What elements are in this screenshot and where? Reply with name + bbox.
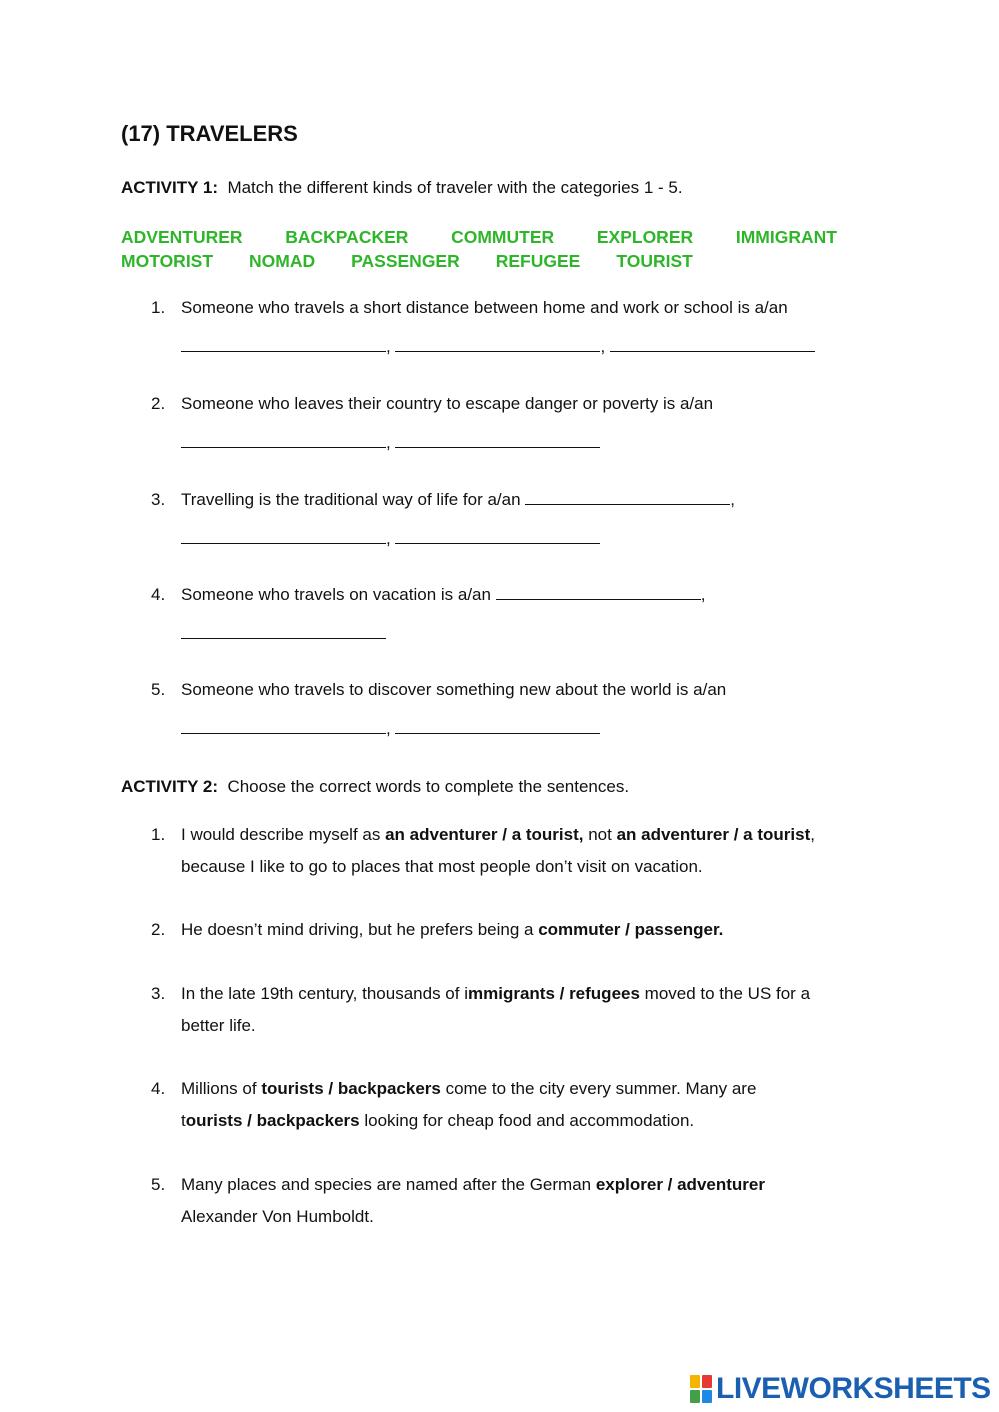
word-bank-item: EXPLORER [596,227,694,247]
activity1-question-1: 1. Someone who travels a short distance between home and work or school is a/an , , [151,292,871,363]
logo-text: LIVEWORKSHEETS [716,1372,991,1405]
word-choice[interactable]: commuter / passenger. [538,920,724,939]
word-bank-item: IMMIGRANT [735,227,837,247]
question-number: 1. [151,825,166,844]
sentence-text: come to the city every summer. Many are [440,1079,757,1098]
question-number: 4. [151,585,166,604]
activity1-heading [121,178,683,198]
activity2-label: ACTIVITY 2: [121,777,218,796]
sentence-text: moved to the US for a [639,984,811,1003]
sentence-text: because I like to go to places that most people don’t visit on vacation. [181,857,703,876]
sentence-text: not [583,825,617,844]
word-choice[interactable]: an adventurer / a tourist, [385,825,584,844]
question-number: 1. [151,298,166,317]
activity2-question-2 [151,914,871,946]
question-text: Travelling is the traditional way of life for a/an [181,490,521,509]
sentence-text: , [810,825,815,844]
question-number: 2. [151,920,166,939]
activity2-question-3 [151,978,871,1042]
question-number: 5. [151,1175,166,1194]
word-choice[interactable]: ourists / backpackers [185,1111,360,1130]
activity1-question-2: 2. Someone who leaves their country to escape danger or poverty is a/an , [151,388,871,459]
word-bank-row-2 [121,251,693,272]
question-number: 2. [151,394,166,413]
sentence-text: He doesn’t mind driving, but he prefers being a [181,920,539,939]
word-bank-item: BACKPACKER [285,227,409,247]
answer-blank[interactable] [610,334,815,352]
sentence-text: looking for cheap food and accommodation. [359,1111,695,1130]
question-text: Someone who travels on vacation is a/an [181,585,491,604]
activity2-question-4 [151,1073,871,1137]
word-bank-item: MOTORIST [121,251,214,271]
word-choice[interactable]: explorer / adventurer [595,1175,765,1194]
question-number: 5. [151,680,166,699]
answer-blank[interactable] [181,526,386,544]
activity2-question-5 [151,1169,871,1233]
question-number: 3. [151,490,166,509]
answer-blank[interactable] [525,487,730,505]
answer-blank[interactable] [395,526,600,544]
sentence-text: better life. [181,1016,256,1035]
liveworksheets-logo [690,1372,991,1406]
activity2-question-1 [151,819,871,883]
question-text: Someone who travels a short distance between home and work or school is a/an [181,298,788,317]
question-text: Someone who leaves their country to escape danger or poverty is a/an [181,394,714,413]
answer-blank[interactable] [181,716,386,734]
answer-blank[interactable] [181,334,386,352]
word-bank-item: REFUGEE [495,251,581,271]
activity1-question-4: 4. Someone who travels on vacation is a/an , [151,579,871,650]
sentence-text: In the late 19th century, thousands of i [181,984,468,1003]
activity1-question-5: 5. Someone who travels to discover something new about the world is a/an , [151,674,871,745]
word-bank-item: ADVENTURER [121,227,243,247]
answer-blank[interactable] [181,430,386,448]
activity1-instruction: Match the different kinds of traveler with the categories 1 - 5. [227,178,683,197]
activity1-question-3: 3. Travelling is the traditional way of life for a/an , , [151,484,871,555]
answer-blank[interactable] [395,716,600,734]
word-bank-item: COMMUTER [451,227,555,247]
page-title: (17) TRAVELERS [121,121,298,146]
word-bank-item: PASSENGER [351,251,460,271]
question-number: 4. [151,1079,166,1098]
word-choice[interactable]: mmigrants / refugees [467,984,640,1003]
activity2-heading [121,777,629,797]
activity1-label: ACTIVITY 1: [121,178,218,197]
sentence-text: Alexander Von Humboldt. [181,1207,374,1226]
word-choice[interactable]: an adventurer / a tourist [616,825,811,844]
question-text: Someone who travels to discover something new about the world is a/an [181,680,727,699]
logo-blocks-icon [690,1375,712,1403]
word-bank-item: NOMAD [249,251,316,271]
answer-blank[interactable] [496,582,701,600]
word-choice[interactable]: tourists / backpackers [261,1079,441,1098]
word-bank-item: TOURIST [616,251,693,271]
sentence-text: Millions of [181,1079,262,1098]
sentence-text: t [181,1111,186,1130]
answer-blank[interactable] [395,334,600,352]
answer-blank[interactable] [181,621,386,639]
activity2-instruction: Choose the correct words to complete the sentences. [227,777,630,796]
question-number: 3. [151,984,166,1003]
word-bank-row-1 [121,227,837,248]
answer-blank[interactable] [395,430,600,448]
sentence-text: I would describe myself as [181,825,386,844]
sentence-text: Many places and species are named after the German [181,1175,596,1194]
